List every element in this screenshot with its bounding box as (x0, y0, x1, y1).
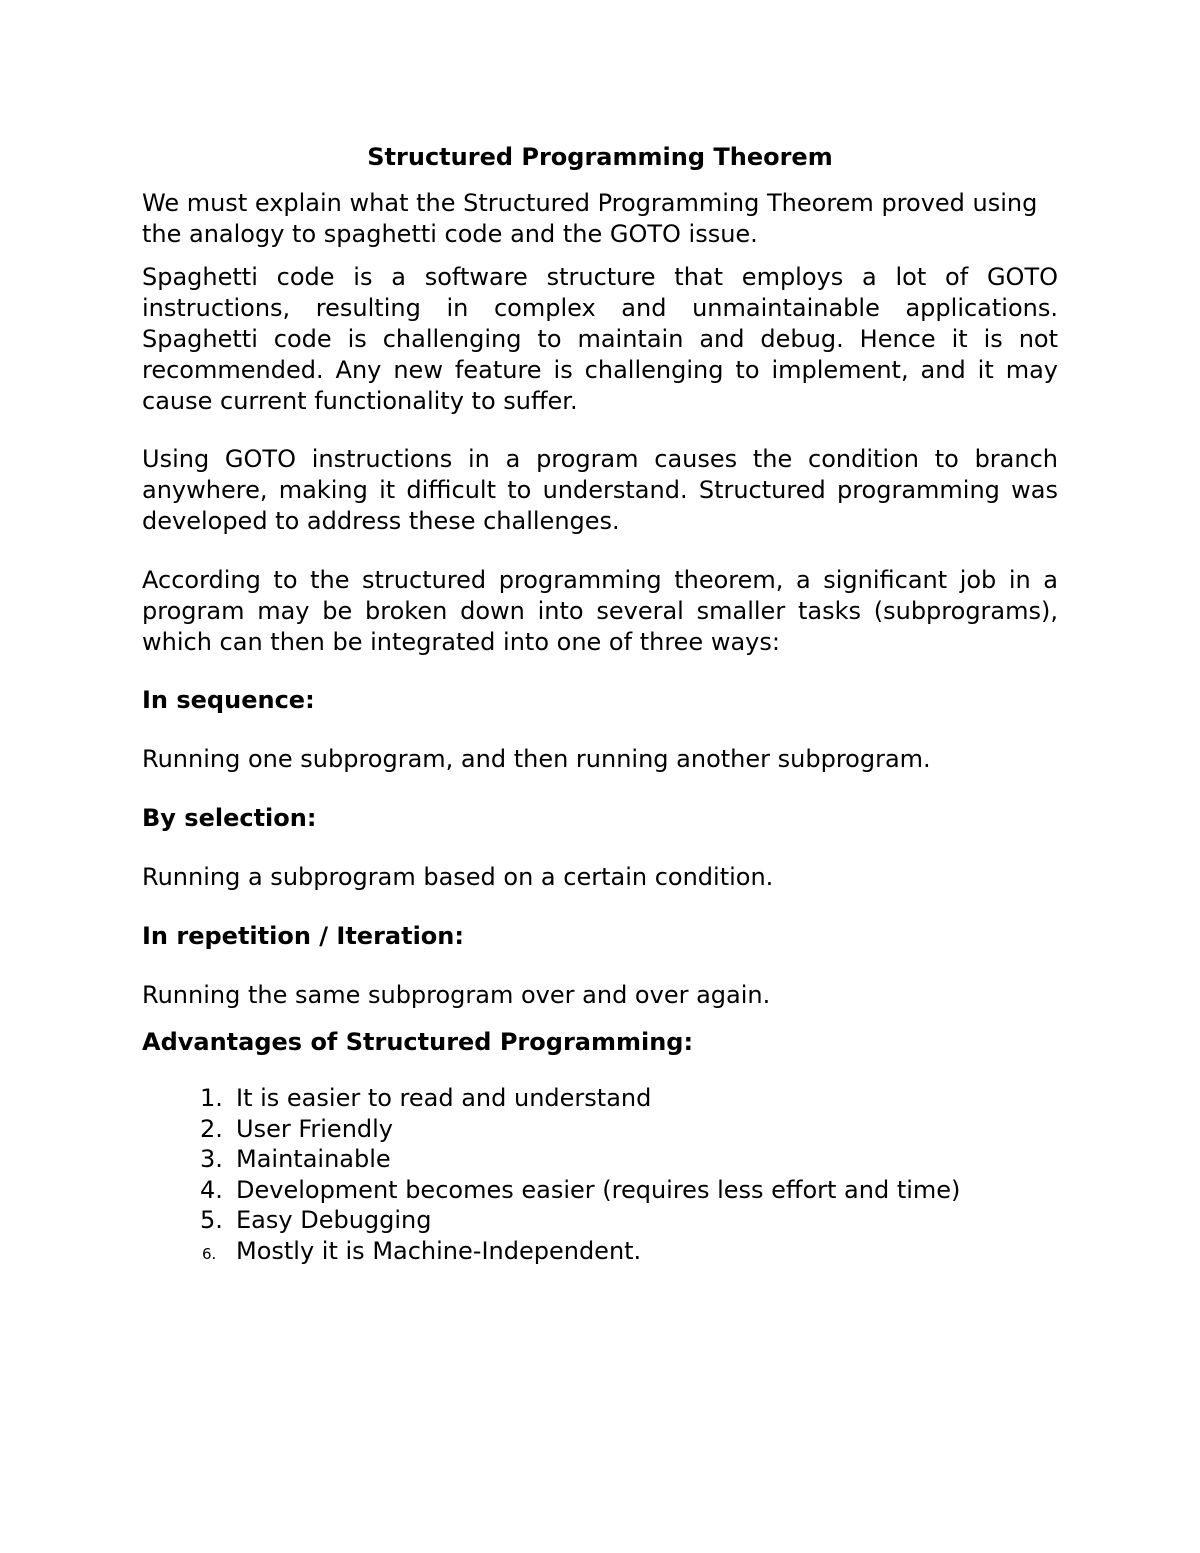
text-by-selection: Running a subprogram based on a certain condition. (142, 863, 774, 891)
list-item (142, 1114, 1058, 1145)
list-item-number: 6. (202, 1244, 217, 1263)
paragraph-goto-instructions: Using GOTO instructions in a program causes the condition to branch anywhere, making it difficult to understand. Structured programming was developed to address these challenges. (142, 445, 1058, 535)
list-item-text: Easy Debugging (236, 1206, 432, 1234)
list-item-number: 4. (200, 1175, 223, 1204)
list-item-text: Maintainable (236, 1145, 391, 1173)
paragraph-theorem: According to the structured programming theorem, a significant job in a program may be broken down into several smaller tasks (subprograms), which can then be integrated into one of three ways: (142, 566, 1058, 656)
paragraph-spaghetti-code: Spaghetti code is a software structure that employs a lot of GOTO instructions, resulting in complex and unmaintainable applications. Spaghetti code is challenging to maintain and debug. Hence it is not recommended. Any new feature is challenging to implement, and it may cause current functionality to suffer. (142, 263, 1058, 415)
heading-in-sequence: In sequence: (142, 686, 315, 714)
list-item (142, 1175, 1058, 1206)
document-title: Structured Programming Theorem (367, 143, 833, 171)
heading-in-repetition: In repetition / Iteration: (142, 922, 464, 950)
list-item-number: 5. (200, 1206, 223, 1234)
list-item (142, 1083, 1058, 1114)
list-item-number: 1. (200, 1084, 223, 1112)
list-item (142, 1205, 1058, 1236)
list-item-text: It is easier to read and understand (236, 1084, 652, 1112)
advantages-list (142, 1083, 1058, 1266)
list-item-text: Mostly it is Machine-Independent. (236, 1236, 642, 1265)
heading-by-selection: By selection: (142, 804, 317, 832)
advantages-heading: Advantages of Structured Programming: (142, 1028, 694, 1056)
list-item (142, 1144, 1058, 1175)
text-in-repetition: Running the same subprogram over and over again. (142, 981, 771, 1009)
document-page (142, 140, 1058, 1266)
list-item-text: Development becomes easier (requires less effort and time) (236, 1175, 961, 1204)
list-item-text: User Friendly (236, 1114, 394, 1143)
list-item (142, 1236, 1058, 1267)
list-item-number: 3. (200, 1145, 223, 1173)
intro-paragraph: We must explain what the Structured Programming Theorem proved using the analogy to spaghetti code and the GOTO issue. (142, 189, 1038, 248)
list-item-number: 2. (200, 1114, 223, 1143)
text-in-sequence: Running one subprogram, and then running another subprogram. (142, 745, 931, 773)
